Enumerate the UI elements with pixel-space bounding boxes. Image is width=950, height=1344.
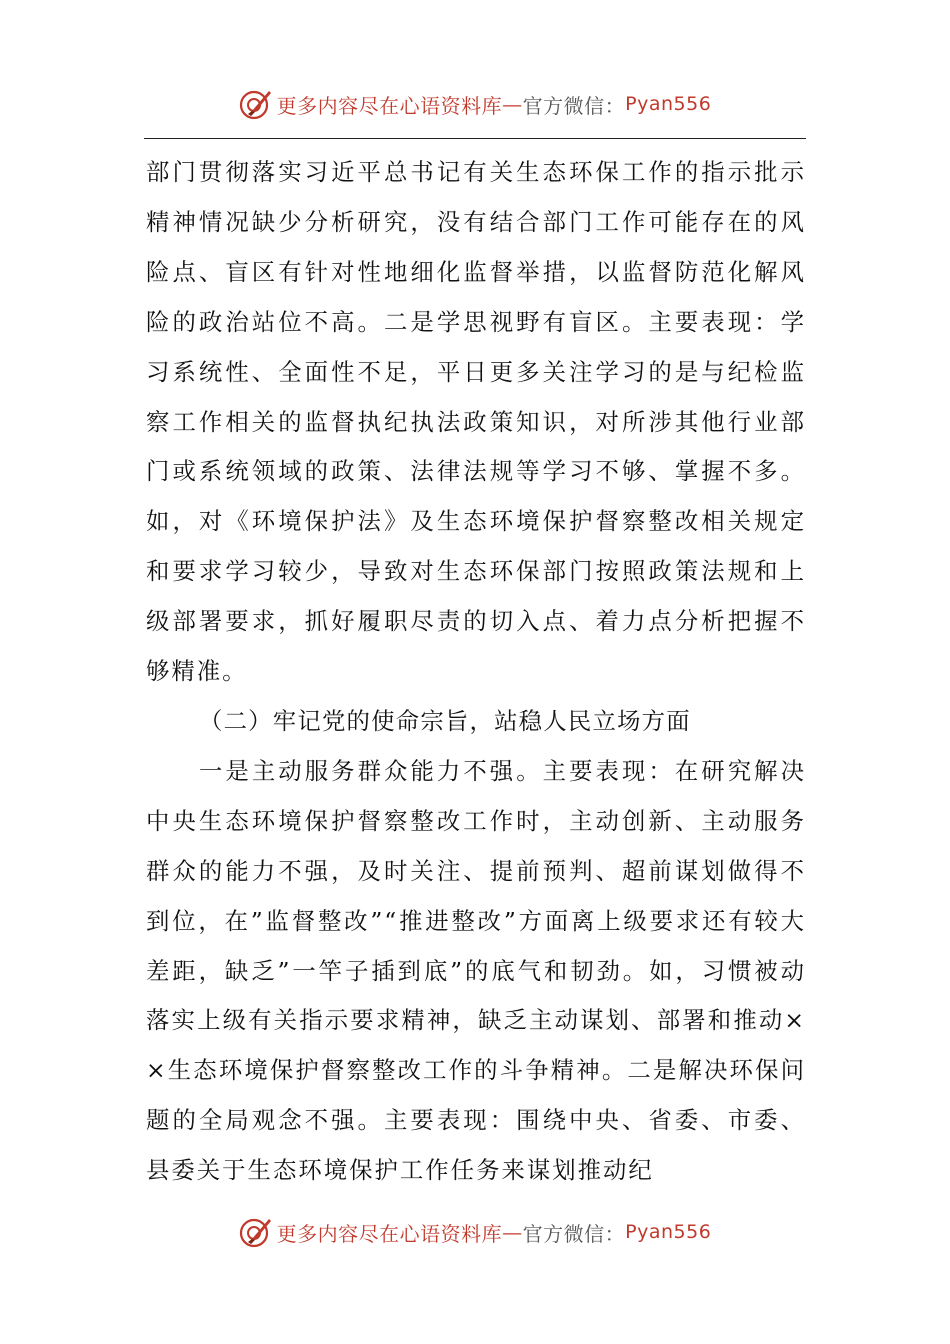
banner-dash: — [502, 92, 523, 116]
banner-wechat-id: Pyan556 [625, 1221, 712, 1243]
banner-wechat-label: 官方微信： [522, 93, 626, 118]
quill-seal-icon [239, 1215, 273, 1249]
body-paragraph-2: 一是主动服务群众能力不强。主要表现：在研究解决中央生态环境保护督察整改工作时，主动创新、主动服务群众的能力不强，及时关注、提前预判、超前谋划做得不到位，在”监督整改”“推进整改”方面离上级要求还有较大差距，缺乏”一竿子插到底”的底气和韧劲。如，习惯被动落实上级有关指示要求精神，缺乏主动谋划、部署和推动××生态环境保护督察整改工作的斗争精神。二是解决环保问题的全局观念不强。主要表现：围绕中央、省委、市委、县委关于生态环境保护工作任务来谋划推动纪 [146, 756, 806, 1185]
banner-main-text: 更多内容尽在心语资料库 [276, 93, 503, 118]
document-body [146, 148, 806, 1196]
quill-seal-icon [239, 87, 273, 121]
section-heading: （二）牢记党的使命宗旨，站稳人民立场方面 [199, 706, 691, 735]
banner-main-text: 更多内容尽在心语资料库 [276, 1221, 503, 1246]
header-divider [144, 138, 806, 139]
body-paragraph-1: 部门贯彻落实习近平总书记有关生态环保工作的指示批示精神情况缺少分析研究，没有结合部门工作可能存在的风险点、盲区有针对性地细化监督举措，以监督防范化解风险的政治站位不高。二是学思视野有盲区。主要表现：学习系统性、全面性不足，平日更多关注学习的是与纪检监察工作相关的监督执纪执法政策知识，对所涉其他行业部门或系统领域的政策、法律法规等学习不够、掌握不多。如，对《环境保护法》及生态环境保护督察整改相关规定和要求学习较少，导致对生态环保部门按照政策法规和上级部署要求，抓好履职尽责的切入点、着力点分析把握不够精准。 [146, 158, 806, 686]
header-banner [0, 84, 950, 124]
banner-wechat-label: 官方微信： [522, 1221, 626, 1246]
banner-dash: — [502, 1220, 523, 1244]
footer-banner [0, 1212, 950, 1252]
banner-wechat-id: Pyan556 [625, 93, 712, 115]
